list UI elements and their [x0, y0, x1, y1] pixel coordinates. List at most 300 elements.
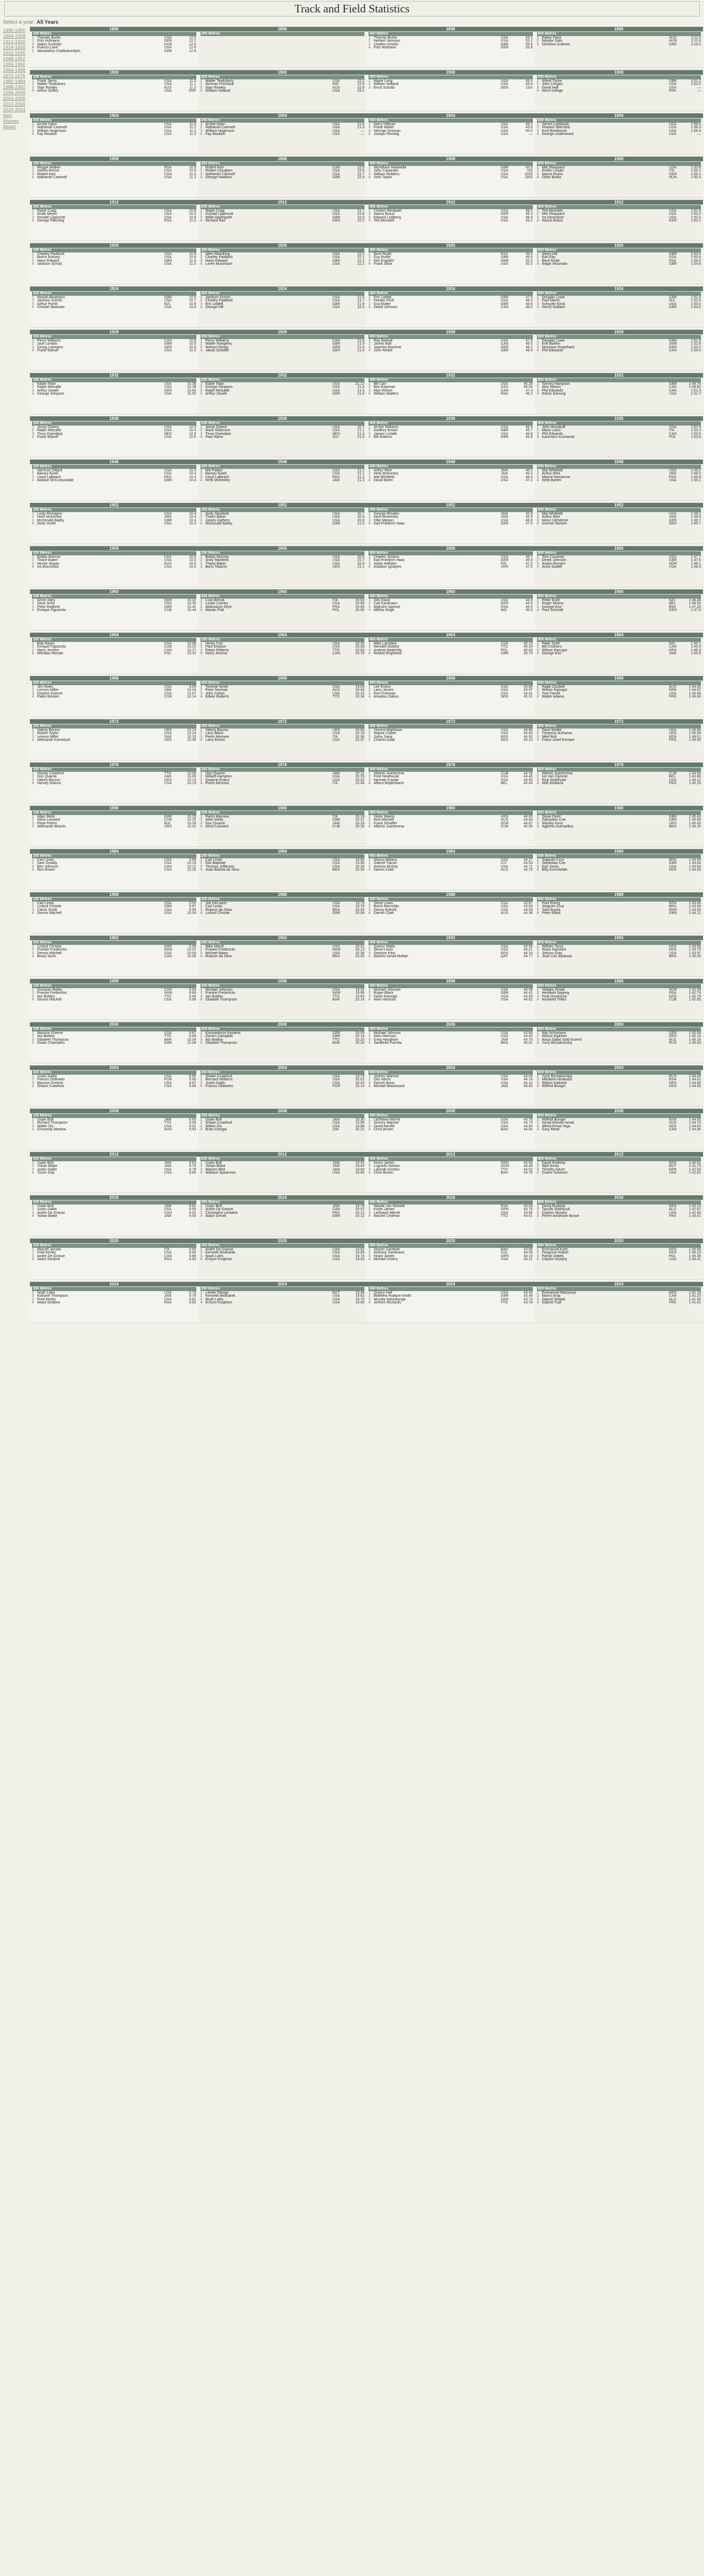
athlete-name[interactable]: Charles Jenkins [374, 555, 399, 559]
athlete-name[interactable]: Bevil Rudd [374, 252, 391, 256]
athlete-name[interactable]: Andre De Grasse [37, 1254, 65, 1258]
athlete-name[interactable]: Willie Applegarth [205, 215, 232, 219]
athlete-name[interactable]: Maurice Greene [37, 1081, 63, 1085]
athlete-name[interactable]: Mal Whitfield [374, 475, 395, 479]
athlete-name[interactable]: Robert Kerr [205, 166, 224, 170]
athlete-name[interactable]: Marcel Hansenne [542, 475, 571, 479]
athlete-name[interactable]: Paul Schmidt [542, 608, 563, 613]
athlete-name[interactable]: Obadele Thompson [205, 998, 237, 1002]
athlete-name[interactable]: Nils Engdahl [374, 259, 394, 263]
athlete-name[interactable]: Charles Gmelin [374, 42, 399, 46]
athlete-name[interactable]: Pietro Mennea [205, 815, 229, 819]
athlete-name[interactable]: Clayton Murphy [542, 1211, 567, 1215]
athlete-name[interactable]: Obadele Thompson [205, 1041, 237, 1045]
athlete-name[interactable]: Wilson Kiprugut [542, 688, 567, 692]
athlete-name[interactable]: Ted Meredith [374, 219, 395, 223]
athlete-name[interactable]: Don Quarrie [205, 821, 225, 825]
athlete-name[interactable]: Kirk Baptiste [205, 861, 226, 866]
athlete-name[interactable]: Chester Bowman [37, 306, 65, 310]
athlete-name[interactable]: Donovan Bailey [37, 988, 63, 992]
athlete-name[interactable]: Jereem Richards [374, 1301, 401, 1305]
athlete-name[interactable]: Henry Carr [205, 642, 223, 646]
athlete-name[interactable]: Peter Snell [542, 599, 560, 602]
athlete-name[interactable]: Viktor Markin [374, 815, 395, 819]
athlete-name[interactable]: Edgar Mountain [542, 262, 567, 266]
athlete-name[interactable]: Emmanuel Wanyonyi [542, 1291, 576, 1295]
athlete-name[interactable]: Mario Lanzi [542, 429, 561, 433]
athlete-name[interactable]: Machel Cedenio [374, 1214, 400, 1218]
athlete-name[interactable]: James Rector [37, 169, 60, 173]
athlete-name[interactable]: Thomas Burke [37, 36, 61, 40]
athlete-name[interactable]: George Simpson [205, 385, 233, 389]
athlete-name[interactable]: George Hawkins [205, 176, 232, 180]
athlete-name[interactable]: Ardalion Ignatyev [374, 565, 402, 569]
athlete-name[interactable]: Enrique Figuerola [37, 645, 66, 649]
athlete-name[interactable]: Roger Moens [542, 602, 564, 606]
athlete-name[interactable]: Obadele Thompson [37, 1038, 69, 1042]
athlete-name[interactable]: Walter Rangeley [205, 342, 232, 346]
sidebar-year-link[interactable]: 1956-1960 [3, 62, 26, 67]
athlete-name[interactable]: Yevgeniy Arzhanov [542, 732, 573, 736]
athlete-name[interactable]: Larry Burton [205, 738, 226, 742]
athlete-name[interactable]: Arnie Sowell [542, 565, 562, 569]
athlete-name[interactable]: Hanns Braun [542, 219, 563, 223]
athlete-name[interactable]: Tinus Osendarp [205, 432, 231, 436]
athlete-name[interactable]: Jesse Owens [205, 426, 227, 429]
athlete-name[interactable]: William Walters [374, 392, 398, 396]
athlete-name[interactable]: Alfred Kirwa Yego [542, 1124, 571, 1128]
athlete-name[interactable]: Ron Brown [37, 868, 55, 872]
athlete-name[interactable]: Albert Hill [542, 252, 558, 256]
athlete-name[interactable]: Kenneth Bednarek [205, 1251, 236, 1255]
athlete-name[interactable]: Don Quarrie [205, 772, 225, 775]
athlete-name[interactable]: George Patching [37, 219, 64, 223]
athlete-name[interactable]: Francis Lane [37, 46, 58, 50]
athlete-name[interactable]: Stan Rowley [205, 86, 226, 90]
athlete-name[interactable]: Arthur Jonath [37, 388, 59, 393]
athlete-name[interactable]: Alvin Harrison [374, 1035, 396, 1039]
sidebar-year-link[interactable]: 1904-1908 [3, 33, 26, 39]
athlete-name[interactable]: Gabriel Tiacoh [374, 861, 397, 866]
athlete-name[interactable]: Marco Arop [542, 1294, 561, 1298]
athlete-name[interactable]: Fred Kerley [37, 1297, 56, 1301]
athlete-name[interactable]: Adam Gemili [205, 1214, 226, 1218]
athlete-name[interactable]: Archie Williams [374, 426, 398, 429]
athlete-name[interactable]: Yuriy Borzakovskiy [542, 1075, 573, 1078]
athlete-name[interactable]: Herb McKenley [374, 472, 398, 476]
sidebar-year-link[interactable]: 1972-1976 [3, 73, 26, 78]
athlete-name[interactable]: Justin Gatlin [37, 1167, 57, 1172]
athlete-name[interactable]: Thomas Jefferson [205, 865, 234, 869]
athlete-name[interactable]: Lalonde Gordon [374, 1167, 400, 1172]
athlete-name[interactable]: Michael Cherry [374, 1258, 398, 1262]
athlete-name[interactable]: John Rinkel [374, 349, 393, 353]
athlete-name[interactable]: Godfrey Brown [374, 429, 398, 433]
athlete-name[interactable]: Danny Everett [374, 908, 397, 912]
athlete-name[interactable]: Yohan Blake [37, 1164, 58, 1168]
athlete-name[interactable]: Larry James [374, 688, 394, 692]
athlete-name[interactable]: Walter Tewksbury [37, 82, 65, 87]
athlete-name[interactable]: Andrzej Badeński [374, 648, 402, 652]
athlete-name[interactable]: Pablo Montes [37, 695, 59, 699]
athlete-name[interactable]: Roger Black [374, 991, 394, 995]
athlete-name[interactable]: Steve Lewis [374, 902, 393, 905]
athlete-name[interactable]: Greg Haughton [374, 1038, 398, 1042]
athlete-name[interactable]: James Ball [374, 342, 392, 346]
athlete-name[interactable]: Herb Barten [542, 479, 562, 483]
athlete-name[interactable]: Andre De Grasse [37, 1211, 65, 1215]
athlete-name[interactable]: Ödön Bodor [542, 176, 562, 180]
athlete-name[interactable]: Edward Lindberg [374, 215, 401, 219]
athlete-name[interactable]: Vincent Matthews [374, 728, 403, 732]
sidebar-year-link[interactable]: Women [3, 118, 19, 124]
athlete-name[interactable]: Wiesław Maniak [37, 652, 63, 656]
athlete-name[interactable]: Alastair McCorquodale [37, 479, 74, 483]
athlete-name[interactable]: Armin Hary [37, 599, 56, 602]
athlete-name[interactable]: Saïd Aouita [542, 908, 561, 912]
athlete-name[interactable]: Wilson Kipketer [542, 1035, 567, 1039]
athlete-name[interactable]: Valeriy Borzov [37, 728, 60, 732]
athlete-name[interactable]: Herb McKenley [37, 515, 62, 519]
athlete-name[interactable]: Francis Obikwelu [37, 1078, 65, 1082]
athlete-name[interactable]: Mack Robinson [205, 429, 230, 433]
athlete-name[interactable]: Aleksandr Kornelyuk [37, 738, 71, 742]
athlete-name[interactable]: Johnny Gray [542, 951, 563, 955]
athlete-name[interactable]: David Rudisha [542, 1161, 566, 1165]
athlete-name[interactable]: Maurice Greene [37, 1031, 63, 1035]
athlete-name[interactable]: Nikolay Kirov [542, 821, 563, 825]
athlete-name[interactable]: Jack London [37, 342, 58, 346]
athlete-name[interactable]: Walter Tewksbury [205, 79, 234, 83]
athlete-name[interactable]: Alberto Juantorena [374, 772, 405, 775]
athlete-name[interactable]: Chris Brown [374, 1128, 394, 1132]
athlete-name[interactable]: Stan Rowley [37, 86, 58, 90]
athlete-name[interactable]: Jackson Scholz [37, 262, 62, 266]
athlete-name[interactable]: Noah Lyles [205, 1254, 224, 1258]
sidebar-year-link[interactable]: Men [3, 113, 12, 118]
athlete-name[interactable]: Earl Jones [542, 865, 559, 869]
athlete-name[interactable]: Mel Patton [205, 469, 223, 472]
athlete-name[interactable]: Carl Kaufmann [374, 602, 398, 606]
athlete-name[interactable]: George Simpson [37, 392, 64, 396]
athlete-name[interactable]: Robbie Brightwell [374, 652, 402, 656]
athlete-name[interactable]: Ato Boldon [37, 1035, 55, 1039]
athlete-name[interactable]: Patryk Dobek [542, 1254, 564, 1258]
athlete-name[interactable]: Dennis Mitchell [37, 998, 62, 1002]
athlete-name[interactable]: James Gathers [205, 518, 230, 522]
athlete-name[interactable]: Paul Drayton [205, 645, 226, 649]
athlete-name[interactable]: Wendell Mottley [374, 645, 399, 649]
athlete-name[interactable]: Jackson Scholz [205, 296, 231, 299]
athlete-name[interactable]: Archie Hahn [37, 123, 57, 126]
athlete-name[interactable]: Paul Martin [542, 299, 560, 303]
athlete-name[interactable]: Helmut Körnig [205, 345, 228, 349]
athlete-name[interactable]: Howard Valentine [542, 126, 571, 130]
athlete-name[interactable]: Tom Farrell [542, 691, 560, 696]
athlete-name[interactable]: Joseph Fleming [374, 132, 399, 137]
athlete-name[interactable]: Quincy Watts [374, 945, 395, 948]
athlete-name[interactable]: Peter Elliott [542, 911, 561, 916]
athlete-name[interactable]: James LuValle [374, 432, 397, 436]
athlete-name[interactable]: Allen Woodring [205, 252, 230, 256]
athlete-name[interactable]: Lee Evans [374, 685, 391, 689]
athlete-name[interactable]: Harry Jerome [205, 652, 227, 656]
athlete-name[interactable]: Djamel Sedjati [542, 1297, 565, 1301]
athlete-name[interactable]: Ibrahim Ismail Muftah [374, 955, 408, 959]
athlete-name[interactable]: Thane Baker [37, 558, 58, 563]
athlete-name[interactable]: McDonald Bailey [37, 518, 64, 522]
athlete-name[interactable]: George Rhoden [374, 512, 399, 516]
athlete-name[interactable]: Peter Radford [37, 605, 60, 609]
athlete-name[interactable]: Lennox Miller [37, 688, 59, 692]
athlete-name[interactable]: George Hill [205, 306, 224, 310]
athlete-name[interactable]: Hezekiél Sepeng [542, 991, 569, 995]
sidebar-year-link[interactable]: 1896-1900 [3, 28, 26, 33]
athlete-name[interactable]: Nixon Kiprotich [542, 948, 566, 952]
athlete-name[interactable]: Fritz Hofmann [374, 46, 396, 50]
athlete-name[interactable]: Walter Adams [542, 695, 564, 699]
athlete-name[interactable]: Edwin Roberts [205, 648, 229, 652]
athlete-name[interactable]: Mbulaeni Mulaudzi [542, 1078, 572, 1082]
athlete-name[interactable]: Carl Lewis [205, 858, 223, 862]
athlete-name[interactable]: Eddie Tolan [205, 382, 224, 386]
athlete-name[interactable]: Gabriel Tual [542, 1301, 562, 1305]
athlete-name[interactable]: Harvey Glance [37, 782, 61, 786]
athlete-name[interactable]: Nathaniel Cartmell [205, 126, 236, 130]
athlete-name[interactable]: Usain Bolt [37, 1161, 54, 1165]
athlete-name[interactable]: Mel Sheppard [542, 212, 565, 216]
athlete-name[interactable]: Ralph Craig [37, 209, 56, 213]
athlete-name[interactable]: Douglas Lowe [542, 296, 565, 299]
athlete-name[interactable]: Barney Ewell [37, 472, 58, 476]
athlete-name[interactable]: Quincy Hall [374, 1291, 392, 1295]
athlete-name[interactable]: John Cregan [542, 82, 563, 87]
athlete-name[interactable]: Robert Kerr [37, 172, 56, 176]
athlete-name[interactable]: Ira Murchison [37, 565, 59, 569]
athlete-name[interactable]: Shawn Crawford [205, 1121, 232, 1125]
athlete-name[interactable]: Fred Onyancha [542, 994, 567, 998]
athlete-name[interactable]: Nijel Amos [542, 1164, 559, 1168]
athlete-name[interactable]: David Hall [542, 86, 559, 90]
athlete-name[interactable]: Herman Frazier [374, 778, 399, 782]
athlete-name[interactable]: Noah Lyles [37, 1291, 55, 1295]
athlete-name[interactable]: David Rudisha [542, 1205, 566, 1208]
athlete-name[interactable]: Valeriy Borzov [37, 778, 60, 782]
athlete-name[interactable]: Robert Cloughen [205, 169, 233, 173]
athlete-name[interactable]: Steve Lewis [374, 948, 393, 952]
athlete-name[interactable]: Ato Boldon [205, 1038, 223, 1042]
athlete-name[interactable]: Joaquim Cruz [542, 905, 564, 909]
athlete-name[interactable]: Gunnar Nielsen [542, 522, 567, 526]
athlete-name[interactable]: William Hogenson [37, 129, 66, 133]
sidebar-year-link[interactable]: 1948-1952 [3, 56, 26, 61]
athlete-name[interactable]: Emmanuel Korir [542, 1248, 568, 1251]
athlete-name[interactable]: Donald Lippincott [37, 215, 65, 219]
athlete-name[interactable]: Bruny Surin [37, 955, 56, 959]
athlete-name[interactable]: Fay Moulton [205, 132, 226, 137]
athlete-name[interactable]: Bill Carr [374, 382, 387, 386]
athlete-name[interactable]: Akani Simbine [37, 1258, 60, 1262]
athlete-name[interactable]: Livio Berruti [205, 599, 225, 602]
athlete-name[interactable]: Guy Butler [374, 256, 391, 260]
athlete-name[interactable]: Dave Wottle [542, 728, 562, 732]
athlete-name[interactable]: Ivo Van Damme [542, 775, 568, 779]
athlete-name[interactable]: Edwin Flack [542, 36, 562, 40]
athlete-name[interactable]: Darren Clark [374, 911, 394, 916]
athlete-name[interactable]: Audun Boysen [542, 562, 566, 566]
athlete-name[interactable]: Reggie Walker [37, 166, 61, 170]
athlete-name[interactable]: Herbert Jamison [374, 39, 400, 43]
athlete-name[interactable]: Petar Petrov [37, 821, 57, 825]
athlete-name[interactable]: Carl Lewis [37, 902, 54, 905]
athlete-name[interactable]: Harry Edward [205, 259, 228, 263]
athlete-name[interactable]: Nils Schumann [542, 1031, 566, 1035]
athlete-name[interactable]: Robson da Silva [205, 908, 232, 912]
athlete-name[interactable]: Erik Byléhn [542, 342, 560, 346]
athlete-name[interactable]: David Neville [374, 1124, 395, 1128]
athlete-name[interactable]: Peter Norman [205, 688, 228, 692]
athlete-name[interactable]: Amadou Gakou [374, 695, 399, 699]
athlete-name[interactable]: Marcell Jacobs [37, 1248, 61, 1251]
athlete-name[interactable]: Sebastian Coe [542, 818, 566, 822]
athlete-name[interactable]: Percy Williams [205, 339, 229, 343]
sidebar-year-link[interactable]: 1988-1992 [3, 84, 26, 90]
athlete-name[interactable]: Otis Harris [374, 1078, 391, 1082]
athlete-name[interactable]: Frank Wykoff [37, 435, 59, 439]
athlete-name[interactable]: Norman Pritchard [205, 82, 234, 87]
athlete-name[interactable]: Hermann Engelhard [542, 345, 575, 349]
athlete-name[interactable]: LaShawn Merritt [374, 1211, 400, 1215]
athlete-name[interactable]: Robert Taylor [37, 732, 59, 736]
athlete-name[interactable]: Taoufik Makhloufi [542, 1208, 570, 1212]
athlete-name[interactable]: Nathaniel Cartmell [37, 176, 67, 180]
athlete-name[interactable]: Jim Hines [37, 685, 53, 689]
athlete-name[interactable]: Frankie Fredericks [205, 948, 236, 952]
athlete-name[interactable]: Maxie Long [374, 79, 393, 83]
athlete-name[interactable]: Wilfred Bungei [542, 1084, 566, 1089]
athlete-name[interactable]: Antonio McKay [374, 865, 398, 869]
athlete-name[interactable]: Bevil Rudd [542, 259, 560, 263]
athlete-name[interactable]: Schuyler Enck [542, 302, 565, 306]
athlete-name[interactable]: Archie Hahn [205, 123, 226, 126]
athlete-name[interactable]: Karl-Friedrich Haas [374, 522, 405, 526]
athlete-name[interactable]: Bernard Williams [205, 1078, 233, 1082]
athlete-name[interactable]: Barney Ewell [205, 472, 227, 476]
athlete-name[interactable]: Allan Wells [205, 818, 223, 822]
athlete-name[interactable]: Ralph Craig [205, 209, 225, 213]
athlete-name[interactable]: Shawn Crawford [205, 1075, 232, 1078]
athlete-name[interactable]: George Underwood [542, 132, 574, 137]
athlete-name[interactable]: Walter Dix [37, 1124, 54, 1128]
athlete-name[interactable]: Phil Edwards [542, 432, 563, 436]
athlete-name[interactable]: Ollie Matson [374, 518, 394, 522]
athlete-name[interactable]: Aleksandr Aksinin [37, 825, 66, 829]
athlete-name[interactable]: Brian Dzingai [205, 1128, 227, 1132]
athlete-name[interactable]: Bob Hayes [37, 642, 55, 646]
athlete-name[interactable]: Douglas Lowe [542, 339, 565, 343]
athlete-name[interactable]: Fred Kerley [37, 1251, 56, 1255]
athlete-name[interactable]: Herman Groman [374, 129, 401, 133]
athlete-name[interactable]: Erriyon Knighton [205, 1301, 232, 1305]
athlete-name[interactable]: Duane Solomon [542, 1171, 568, 1175]
athlete-name[interactable]: Paul Hänni [205, 435, 223, 439]
athlete-name[interactable]: Michael Bates [205, 951, 228, 955]
athlete-name[interactable]: Marian Foik [205, 608, 225, 613]
athlete-name[interactable]: Wayne Collett [374, 732, 396, 736]
athlete-name[interactable]: Tinus Osendarp [37, 432, 63, 436]
athlete-name[interactable]: Ben Johnson [37, 865, 58, 869]
athlete-name[interactable]: Kirani James [374, 1208, 395, 1212]
athlete-name[interactable]: Richard Rau [205, 219, 226, 223]
athlete-name[interactable]: Noah Lyles [205, 1297, 224, 1301]
athlete-name[interactable]: Dwayne Evans [205, 778, 230, 782]
athlete-name[interactable]: Michael Johnson [374, 1031, 401, 1035]
athlete-name[interactable]: Morris Kirksey [37, 256, 60, 260]
athlete-name[interactable]: Gary Reed [542, 1128, 560, 1132]
athlete-name[interactable]: Lloyd LaBeach [37, 475, 61, 479]
athlete-name[interactable]: Thane Baker [205, 515, 226, 519]
athlete-name[interactable]: Thomas Burke [374, 36, 397, 40]
athlete-name[interactable]: Francis Obikwelu [205, 1084, 233, 1089]
athlete-name[interactable]: Frank Jarvis [37, 79, 57, 83]
athlete-name[interactable]: Malcolm Spence [374, 605, 400, 609]
athlete-name[interactable]: Joe DeLoach [205, 902, 227, 905]
athlete-name[interactable]: Andy Stanfield [205, 512, 229, 516]
athlete-name[interactable]: Phil Edwards [542, 388, 563, 393]
athlete-name[interactable]: Carl Lewis [37, 858, 54, 862]
athlete-name[interactable]: Alexandros Chalkokondylis [37, 49, 81, 53]
athlete-name[interactable]: Andre De Grasse [205, 1208, 233, 1212]
athlete-name[interactable]: Allan Wells [37, 815, 55, 819]
athlete-name[interactable]: Aissa Djabir Saïd-Guerni [542, 1038, 582, 1042]
athlete-name[interactable]: Usain Bolt [37, 1205, 54, 1208]
athlete-name[interactable]: Tom Courtney [542, 555, 565, 559]
athlete-name[interactable]: Larry Black [205, 732, 224, 736]
athlete-name[interactable]: Alajos Szokolyi [37, 42, 62, 46]
athlete-name[interactable]: Joao Batista da Silva [205, 868, 239, 872]
athlete-name[interactable]: Boris Tokarev [205, 565, 227, 569]
athlete-name[interactable]: Arthur Jonath [205, 392, 227, 396]
athlete-name[interactable]: Frank Schaffer [374, 821, 397, 825]
athlete-name[interactable]: Sam Graddy [37, 861, 58, 866]
athlete-name[interactable]: Jeremy Wariner [374, 1121, 399, 1125]
filter-link[interactable]: All Years [37, 19, 59, 25]
athlete-name[interactable]: Paul Ereng [542, 902, 560, 905]
athlete-name[interactable]: Hanns Braun [374, 212, 395, 216]
athlete-name[interactable]: Eddie Tolan [37, 382, 56, 386]
athlete-name[interactable]: Henry Stallard [542, 306, 565, 310]
athlete-name[interactable]: John Taylor [374, 176, 392, 180]
athlete-name[interactable]: James Lightbody [542, 123, 569, 126]
athlete-name[interactable]: Hasely Crawford [37, 772, 64, 775]
athlete-name[interactable]: Bill Crothers [542, 645, 562, 649]
athlete-name[interactable]: Justin Gatlin [205, 1081, 226, 1085]
athlete-name[interactable]: Linford Christie [37, 905, 62, 909]
athlete-name[interactable]: Dennis Mitchell [37, 951, 62, 955]
athlete-name[interactable]: David Bolen [374, 479, 393, 483]
athlete-name[interactable]: Akani Simbine [37, 1301, 60, 1305]
athlete-name[interactable]: Arthur Porritt [37, 302, 58, 306]
athlete-name[interactable]: Franz-Josef Kemper [542, 738, 575, 742]
athlete-name[interactable]: Jackson Scholz [37, 299, 62, 303]
athlete-name[interactable]: Walter Dix [205, 1124, 222, 1128]
athlete-name[interactable]: LaShawn Merritt [374, 1118, 400, 1122]
athlete-name[interactable]: Herb McKenley [374, 515, 398, 519]
athlete-name[interactable]: Emil Breitkreutz [542, 129, 567, 133]
athlete-name[interactable]: Mal Whitfield [542, 469, 563, 472]
athlete-name[interactable]: Lloyd LaBeach [205, 475, 229, 479]
athlete-name[interactable]: Alonzo Babers [374, 858, 397, 862]
